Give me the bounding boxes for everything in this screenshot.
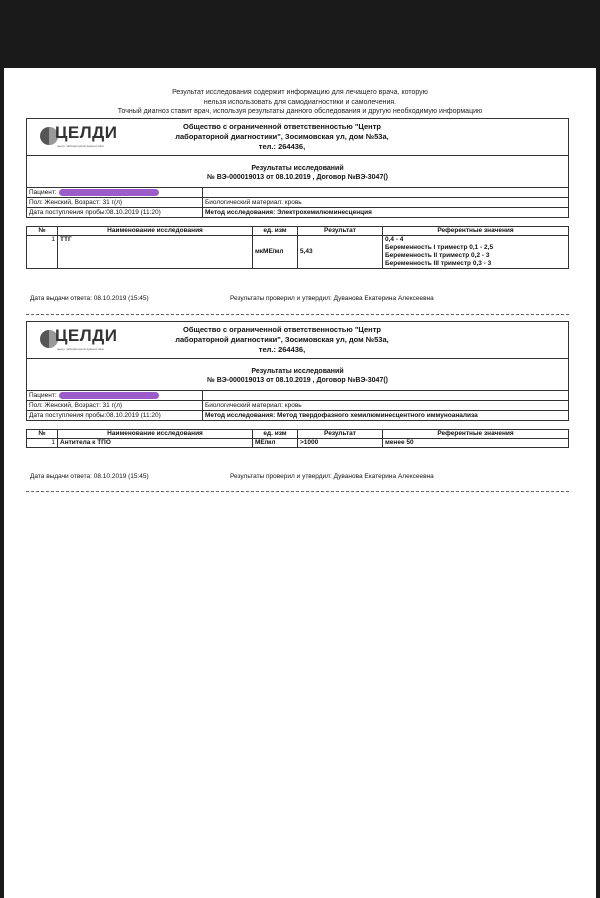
report-header-box	[26, 321, 569, 421]
disclaimer: Результат исследования содержит информацию для лечащего врача, которую нельзя использовать для самодиагностики и самолечения. Точный диагноз ставит врач, используя результаты данного обследования и другую необходимую информацию	[117, 89, 483, 115]
logo-text: ЦЕЛДИ	[55, 123, 118, 142]
patient-row	[27, 188, 568, 198]
org-name: Общество с ограниченной ответственностью "Центр лабораторной диагностики", Зосимовская ул, дом №53а, тел.: 264436,	[175, 122, 389, 151]
method: Метод исследования: Метод твердофазного хемилюминесцентного иммуноанализа	[205, 412, 478, 419]
logo-text: ЦЕЛДИ	[55, 326, 118, 345]
sex-age: Пол: Женский, Возраст: 31 г(л)	[27, 401, 203, 410]
results-table	[26, 429, 569, 448]
logo-subtitle: центр лабораторной диагностики	[57, 347, 104, 351]
material: Биологический материал: кровь	[205, 199, 302, 206]
issue-date: Дата выдачи ответа: 08.10.2019 (15:45)	[30, 295, 149, 302]
received-method-row	[27, 411, 568, 420]
report-1	[26, 118, 569, 302]
verified-by: Результаты проверил и утвердил: Дуванова Екатерина Алексеевна	[230, 473, 434, 480]
reference-values: менее 50	[383, 439, 569, 448]
received-date: Дата поступления пробы:08.10.2019 (11:20)	[27, 208, 203, 217]
report-2	[26, 321, 569, 480]
received-date: Дата поступления пробы:08.10.2019 (11:20)	[27, 411, 203, 420]
patient-row	[27, 391, 568, 401]
results-table	[26, 226, 569, 269]
results-title: Результаты исследований № ВЭ-000019013 от 08.10.2019 , Договор №ВЭ-3047()	[27, 156, 568, 188]
received-method-row	[27, 208, 568, 217]
patient-label: Пациент:	[29, 189, 57, 196]
document-page	[4, 68, 596, 898]
method: Метод исследования: Электрохемилюминесценция	[205, 209, 372, 216]
sex-age: Пол: Женский, Возраст: 31 г(л)	[27, 198, 203, 207]
issue-date: Дата выдачи ответа: 08.10.2019 (15:45)	[30, 473, 149, 480]
org-header	[27, 322, 568, 359]
divider	[26, 491, 569, 492]
table-header: № Наименование исследования ед. изм Результат Референтные значения	[27, 227, 569, 236]
redaction-mark	[59, 392, 159, 399]
report-header-box	[26, 118, 569, 218]
logo	[39, 123, 119, 151]
reference-values: 0,4 - 4 Беременность I триместр 0,1 - 2,5 Беременность II триместр 0,2 - 3 Беременность III триместр 0,3 - 3	[383, 236, 569, 269]
table-row: 1 ТТГ мкМЕ/мл 5,43 0,4 - 4 Беременность I триместр 0,1 - 2,5 Беременность II триместр 0,2 - 3 Беременность III триместр 0,3 - 3	[27, 236, 569, 269]
material: Биологический материал: кровь	[205, 402, 302, 409]
redaction-mark	[59, 189, 159, 196]
sex-material-row	[27, 198, 568, 208]
org-header	[27, 119, 568, 156]
divider	[26, 314, 569, 315]
results-title: Результаты исследований № ВЭ-000019013 от 08.10.2019 , Договор №ВЭ-3047()	[27, 359, 568, 391]
org-name: Общество с ограниченной ответственностью "Центр лабораторной диагностики", Зосимовская ул, дом №53а, тел.: 264436,	[175, 325, 389, 354]
table-header: № Наименование исследования ед. изм Результат Референтные значения	[27, 430, 569, 439]
logo-subtitle: центр лабораторной диагностики	[57, 144, 104, 148]
table-row: 1 Антитела к ТПО МЕ/мл >1000 менее 50	[27, 439, 569, 448]
verified-by: Результаты проверил и утвердил: Дуванова Екатерина Алексеевна	[230, 295, 434, 302]
sex-material-row	[27, 401, 568, 411]
patient-label: Пациент:	[29, 392, 57, 399]
logo	[39, 326, 119, 354]
